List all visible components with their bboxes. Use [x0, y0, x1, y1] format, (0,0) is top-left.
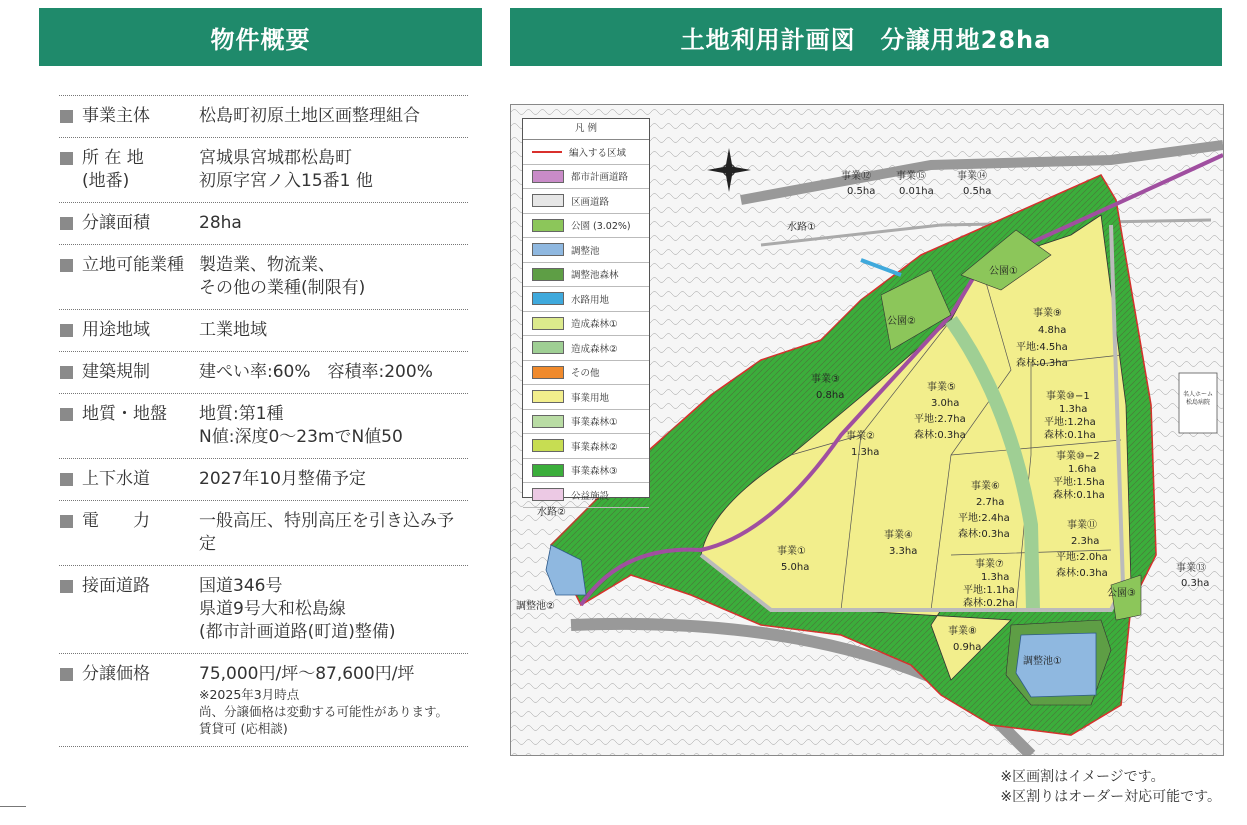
bullet-square-icon — [60, 473, 73, 486]
row-value-line: 工業地域 — [199, 320, 267, 340]
overview-row — [59, 202, 468, 244]
row-note: 尚、分譲価格は変動する可能性があります。 — [199, 704, 449, 719]
legend-swatch — [532, 292, 564, 305]
row-key-label: 分譲面積 — [82, 213, 150, 233]
overview-row — [59, 565, 468, 653]
legend-swatch — [532, 317, 564, 330]
legend-item — [523, 238, 649, 263]
legend-swatch — [532, 151, 562, 153]
legend-label: 調整池森林 — [571, 270, 619, 282]
row-value — [199, 575, 468, 644]
map-label: 2.3ha — [1071, 536, 1100, 547]
map-label: 公園① — [989, 266, 1018, 277]
map-label: 森林:0.1ha — [1053, 490, 1105, 501]
row-value-line: 28ha — [199, 213, 242, 233]
map-note-1: ※区画割はイメージです。 — [1000, 769, 1165, 785]
map-label: 3.0ha — [931, 398, 960, 409]
map-label: 0.01ha — [899, 186, 934, 197]
map-label: 事業① — [777, 546, 806, 557]
row-key — [59, 510, 199, 556]
row-key — [59, 403, 199, 449]
legend-swatch — [532, 390, 564, 403]
row-value-line: 地質:第1種 — [199, 404, 284, 424]
legend-item — [523, 385, 649, 410]
map-label: 事業⑨ — [1033, 308, 1062, 319]
bottom-rule — [0, 806, 26, 807]
legend-swatch — [532, 219, 564, 232]
map-label: 0.5ha — [963, 186, 992, 197]
row-value — [199, 361, 468, 384]
map-label: 事業⑩−1 — [1046, 391, 1090, 402]
row-value — [199, 212, 468, 235]
land-use-map — [510, 104, 1224, 756]
legend-item — [523, 140, 649, 165]
legend-swatch — [532, 415, 564, 428]
legend-swatch — [532, 170, 564, 183]
bullet-square-icon — [60, 259, 73, 272]
legend-swatch — [532, 366, 564, 379]
legend-item — [523, 263, 649, 288]
map-label: 事業② — [846, 431, 875, 442]
row-value-line: N値:深度0〜23mでN値50 — [199, 427, 403, 447]
legend-label: 事業森林③ — [571, 466, 618, 478]
legend-item — [523, 336, 649, 361]
legend-item — [523, 410, 649, 435]
row-key — [59, 319, 199, 342]
bullet-square-icon — [60, 366, 73, 379]
map-label: 1.3ha — [1059, 404, 1088, 415]
bullet-square-icon — [60, 515, 73, 528]
map-label: 4.8ha — [1038, 325, 1067, 336]
bullet-square-icon — [60, 217, 73, 230]
overview-header: 物件概要 — [39, 8, 482, 66]
legend-swatch — [532, 194, 564, 207]
legend-label: 水路用地 — [571, 294, 610, 306]
row-key — [59, 254, 199, 300]
row-key-label: 地質・地盤 — [82, 404, 167, 424]
legend-label: 事業用地 — [571, 392, 610, 404]
row-key-label: 分譲価格 — [82, 664, 150, 684]
overview-row — [59, 500, 468, 565]
legend-swatch — [532, 243, 564, 256]
map-label: 平地:1.1ha — [963, 585, 1015, 596]
legend-label: その他 — [571, 368, 600, 380]
map-label: 森林:0.3ha — [914, 430, 966, 441]
legend-label: 事業森林② — [571, 441, 618, 453]
row-value — [199, 254, 468, 300]
row-value — [199, 663, 468, 737]
legend-swatch — [532, 488, 564, 501]
overview-row — [59, 458, 468, 500]
map-label: 森林:0.3ha — [958, 529, 1010, 540]
row-value-line: 松島町初原土地区画整理組合 — [199, 106, 420, 126]
row-value-line: 初原字宮ノ入15番1 他 — [199, 171, 373, 191]
legend-label: 事業森林① — [571, 417, 618, 429]
map-label: 事業⑦ — [975, 559, 1004, 570]
legend-item — [523, 483, 649, 508]
row-key-label: 事業主体 — [82, 106, 150, 126]
row-value-line: 宮城県宮城郡松島町 — [199, 148, 352, 168]
legend-swatch — [532, 464, 564, 477]
row-key — [59, 468, 199, 491]
legend-label: 編入する区域 — [569, 147, 627, 159]
bullet-square-icon — [60, 668, 73, 681]
row-note: ※2025年3月時点 — [199, 687, 300, 702]
row-value-line: その他の業種(制限有) — [199, 278, 366, 298]
map-label: 0.9ha — [953, 642, 982, 653]
map-label: 平地:2.7ha — [914, 414, 966, 425]
map-notes — [1000, 767, 1221, 807]
map-legend — [522, 118, 650, 502]
overview-row — [59, 393, 468, 458]
map-label: 平地:2.4ha — [958, 513, 1010, 524]
row-value-line: 建ぺい率:60% 容積率:200% — [199, 362, 433, 382]
map-label: 森林:0.1ha — [1044, 430, 1096, 441]
legend-item — [523, 312, 649, 337]
map-label: 公園② — [887, 316, 916, 327]
map-label: 1.6ha — [1068, 464, 1097, 475]
row-value-line: (都市計画道路(町道)整備) — [199, 622, 396, 642]
row-value-line: 製造業、物流業、 — [199, 255, 335, 275]
map-label: 事業⑧ — [948, 626, 977, 637]
bullet-square-icon — [60, 408, 73, 421]
map-label: 0.3ha — [1181, 578, 1210, 589]
map-label: 平地:2.0ha — [1056, 552, 1108, 563]
legend-item — [523, 361, 649, 386]
row-value — [199, 468, 468, 491]
overview-row — [59, 309, 468, 351]
row-key — [59, 575, 199, 644]
row-note: 賃貸可 (応相談) — [199, 721, 288, 736]
map-label: 森林:0.3ha — [1056, 568, 1108, 579]
legend-swatch — [532, 268, 564, 281]
row-value-line: 一般高圧、特別高圧を引き込み予定 — [199, 511, 454, 554]
row-key-label: 所 在 地 — [82, 148, 144, 168]
overview-row — [59, 95, 468, 137]
map-label: 調整池② — [516, 601, 555, 612]
land-use-plan-header: 土地利用計画図 分譲用地28ha — [510, 8, 1222, 66]
map-label: 事業⑥ — [971, 481, 1000, 492]
row-value-line: 県道9号大和松島線 — [199, 599, 346, 619]
bullet-square-icon — [60, 580, 73, 593]
map-label: 事業④ — [884, 530, 913, 541]
map-label: 森林:0.2ha — [963, 598, 1015, 609]
row-key — [59, 663, 199, 737]
legend-label: 造成森林① — [571, 319, 618, 331]
map-label: 水路② — [537, 507, 566, 518]
row-value — [199, 510, 468, 556]
legend-label: 都市計画道路 — [571, 172, 629, 184]
map-label: 事業⑤ — [927, 382, 956, 393]
row-value — [199, 147, 468, 193]
map-label: 森林:0.3ha — [1016, 358, 1068, 369]
map-label: 0.8ha — [816, 390, 845, 401]
legend-swatch — [532, 341, 564, 354]
row-value — [199, 319, 468, 342]
legend-label: 区画道路 — [571, 196, 610, 208]
map-label: 5.0ha — [781, 562, 810, 573]
row-key-label: 電 力 — [82, 511, 150, 531]
legend-item — [523, 459, 649, 484]
property-overview-table — [59, 95, 468, 747]
overview-row — [59, 351, 468, 393]
map-label: 事業⑭ — [957, 171, 987, 182]
row-key-label: 建築規制 — [82, 362, 150, 382]
map-label: 事業⑫ — [841, 171, 871, 182]
row-key — [59, 105, 199, 128]
row-value-line: 2027年10月整備予定 — [199, 469, 366, 489]
bullet-square-icon — [60, 324, 73, 337]
map-label: 1.3ha — [981, 572, 1010, 583]
map-label: 0.5ha — [847, 186, 876, 197]
legend-label: 公園 (3.02%) — [571, 221, 631, 233]
row-key — [59, 147, 199, 193]
legend-label: 公益施設 — [571, 490, 610, 502]
overview-row — [59, 244, 468, 309]
map-label: 水路① — [787, 222, 816, 233]
map-note-2: ※区割りはオーダー対応可能です。 — [1000, 789, 1221, 805]
row-key-label: 接面道路 — [82, 576, 150, 596]
map-label: 1.3ha — [851, 447, 880, 458]
row-value — [199, 403, 468, 449]
legend-item — [523, 287, 649, 312]
overview-row — [59, 137, 468, 202]
row-value-line: 75,000円/坪〜87,600円/坪 — [199, 664, 415, 684]
map-label: 平地:4.5ha — [1016, 342, 1068, 353]
map-label: 3.3ha — [889, 546, 918, 557]
legend-item — [523, 189, 649, 214]
map-label: 2.7ha — [976, 497, 1005, 508]
map-label: 平地:1.5ha — [1053, 477, 1105, 488]
facility-label: 名人ホーム 松島病院 — [1182, 391, 1213, 406]
row-key-label: 用途地域 — [82, 320, 150, 340]
map-label: 事業⑬ — [1176, 563, 1206, 574]
map-label: 平地:1.2ha — [1044, 417, 1096, 428]
legend-item — [523, 214, 649, 239]
row-value — [199, 105, 468, 128]
row-key-label: 上下水道 — [82, 469, 150, 489]
bullet-square-icon — [60, 152, 73, 165]
legend-item — [523, 434, 649, 459]
row-value-line: 国道346号 — [199, 576, 283, 596]
map-label: 事業⑮ — [896, 171, 926, 182]
row-key — [59, 212, 199, 235]
row-key-label: 立地可能業種 — [82, 255, 184, 275]
map-label: 公園③ — [1107, 588, 1136, 599]
row-key — [59, 361, 199, 384]
legend-title: 凡 例 — [523, 119, 649, 140]
row-key-sub: (地番) — [82, 171, 130, 191]
legend-label: 造成森林② — [571, 343, 618, 355]
legend-swatch — [532, 439, 564, 452]
legend-label: 調整池 — [571, 245, 600, 257]
map-label: 事業⑩−2 — [1056, 451, 1100, 462]
legend-item — [523, 165, 649, 190]
map-label: 事業③ — [811, 374, 840, 385]
overview-row — [59, 653, 468, 747]
map-label: 事業⑪ — [1067, 520, 1097, 531]
bullet-square-icon — [60, 110, 73, 123]
map-label: 調整池① — [1023, 656, 1062, 667]
